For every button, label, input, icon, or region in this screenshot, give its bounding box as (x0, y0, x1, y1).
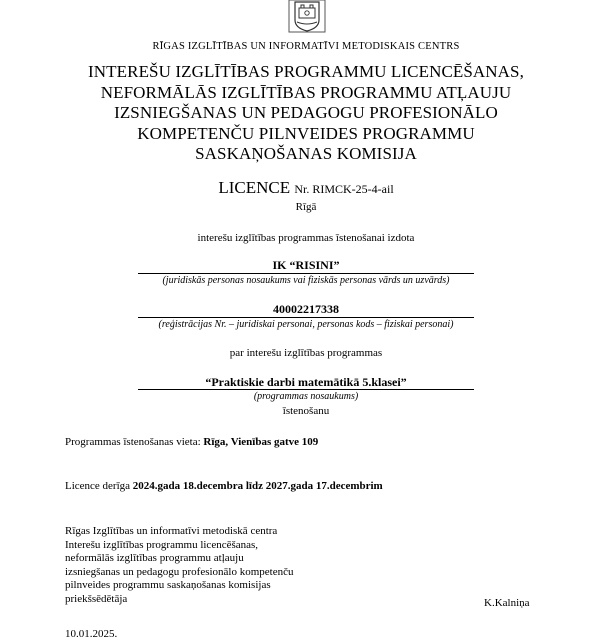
chairperson-line: izsniegšanas un pedagogu profesionālo kompetenču (65, 565, 294, 578)
registration-number: 40002217338 (273, 302, 339, 316)
issued-text: interešu izglītības programmas īstenošanai izdota (197, 232, 415, 244)
program-name: “Praktiskie darbi matemātikā 5.klasei” (205, 375, 407, 389)
regnr-underline (138, 317, 474, 318)
program-caption: (programmas nosaukums) (253, 391, 359, 402)
chairperson-block (65, 525, 294, 606)
licence-number: Nr. RIMCK-25-4-ail (294, 182, 394, 196)
document-date: 10.01.2025. (65, 628, 118, 640)
commission-title-line: KOMPETENČU PILNVEIDES PROGRAMMU (137, 123, 475, 143)
chairperson-line: Rīgas Izglītības un informatīvi metodiskā centra (65, 525, 278, 537)
implementation-text: īstenošanu (282, 405, 330, 417)
licence-validity (65, 480, 383, 492)
for-program-text: par interešu izglītības programmas (229, 347, 383, 359)
place-label: Programmas īstenošanas vieta: (65, 436, 201, 448)
program-underline (138, 389, 474, 390)
chairperson-line: pilnveides programmu saskaņošanas komisijas (65, 579, 271, 591)
holder-underline (138, 273, 474, 274)
validity-label: Licence derīga (65, 480, 131, 492)
commission-title-line: SASKAŅOŠANAS KOMISIJA (195, 144, 417, 163)
holder-caption: (juridiskās personas nosaukums vai fiziskās personas vārds un uzvārds) (162, 275, 450, 286)
licence-heading (0, 178, 612, 198)
validity-value: 2024.gada 18.decembra līdz 2027.gada 17.decembrim (132, 480, 383, 492)
institution-name: RĪGAS IZGLĪTĪBAS UN INFORMATĪVI METODISKAIS CENTRS (152, 41, 460, 52)
implementation-place (65, 436, 318, 448)
licence-city: Rīgā (295, 201, 317, 213)
signer-name: K.Kalniņa (484, 597, 530, 609)
licence-holder: IK “RISINI” (272, 258, 340, 272)
registration-caption: (reģistrācijas Nr. – juridiskai personai, personas kods – fiziskai personai) (158, 319, 454, 330)
place-value: Rīga, Vienības gatve 109 (203, 436, 319, 448)
commission-title-line: INTEREŠU IZGLĪTĪBAS PROGRAMMU LICENCĒŠANAS, (88, 62, 524, 81)
chairperson-line: neformālās izglītības programmu atļauju (65, 552, 244, 564)
commission-title (0, 62, 612, 165)
chairperson-line: priekšsēdētāja (65, 592, 128, 605)
commission-title-line: NEFORMĀLĀS IZGLĪTĪBAS PROGRAMMU ATĻAUJU (100, 82, 512, 102)
licence-title: LICENCE (218, 178, 291, 197)
commission-title-line: IZSNIEGŠANAS UN PEDAGOGU PROFESIONĀLO (114, 103, 498, 122)
coat-of-arms-icon (286, 0, 328, 34)
chairperson-line: Interešu izglītības programmu licencēšanas, (65, 538, 259, 551)
